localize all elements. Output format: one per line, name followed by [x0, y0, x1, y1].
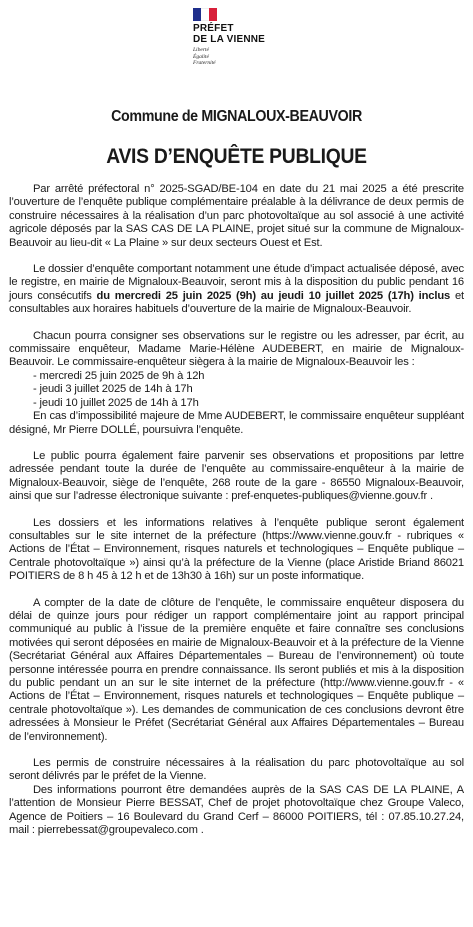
paragraph-arrete: Par arrêté préfectoral n° 2025-SGAD/BE-104 en date du 21 mai 2025 a été prescrite l’ouverture de l’enquête publique complémentaire préalable à la délivrance de deux permis de construire nécessaires à la réalisation d’un parc photovoltaïque au sol associé à une activité agricole déposés par la SAS CAS DE LA PLAINE, projet situé sur la commune de Mignaloux-Beauvoir au lieu-dit « La Plaine » sur deux secteurs Ouest et Est.	[9, 183, 464, 249]
paragraph-permis: Les permis de construire nécessaires à la réalisation du parc photovoltaïque au sol seront délivrés par le préfet de la Vienne.	[9, 757, 464, 783]
republic-motto	[193, 47, 283, 67]
paragraph-dossier	[9, 263, 464, 317]
permanence-date: - jeudi 10 juillet 2025 de 14h à 17h	[33, 396, 199, 409]
paragraph-consultation: Les dossiers et les informations relatives à l’enquête publique seront également consultables sur le site internet de la préfecture (https://www.vienne.gouv.fr - rubriques « Actions de l’État – Environnement, risques naturels et technologiques – Enquête publique – Centrale photovoltaïque ») ainsi qu’à la préfecture de la Vienne (place Aristide Briand 86021 POITIERS de 8 h 45 à 12 h et de 13h30 à 16h) sur un poste informatique.	[9, 516, 464, 583]
commune-title: Commune de MIGNALOUX-BEAUVOIR	[111, 108, 362, 125]
paragraph-observations: Chacun pourra consigner ses observations sur le registre ou les adresser, par écrit, au commissaire enquêteur, Madame Marie-Hélène AUDEBERT, en mairie de Mignaloux-Beauvoir. Le commissaire-enquêteur siègera à la mairie de Mignaloux-Beauvoir les :	[9, 329, 464, 369]
permanence-date: - jeudi 3 juillet 2025 de 14h à 17h	[33, 383, 193, 396]
prefet-line2: DE LA VIENNE	[193, 34, 266, 45]
dossier-text-end: et consultables aux horaires habituels d’ouverture de la mairie de Mignaloux-Beauvoir.	[9, 289, 464, 316]
french-flag-icon	[193, 8, 217, 21]
paragraph-contact: Des informations pourront être demandées auprès de la SAS CAS DE LA PLAINE, A l’attention de Monsieur Pierre BESSAT, Chef de projet photovoltaïque chez Groupe Valeco, Agence de Poitiers – 16 Boulevard du Grand Cerf – 86000 POITIERS, tél : 07.85.10.27.24, mail : pierrebessat@groupevaleco.com .	[9, 783, 464, 837]
prefecture-logo	[193, 8, 283, 78]
paragraph-rapport: A compter de la date de clôture de l’enquête, le commissaire enquêteur disposera du délai de quinze jours pour rédiger un rapport complémentaire joint au rapport principal communiqué au public à l’issue de la première enquête et faire connaître ses conclusions motivées qui seront déposées en mairie de Mignaloux-Beauvoir et à la préfecture de la Vienne (Secrétariat Général aux Affaires Départementales – Bureau de l’environnement) où toute personne intéressée pourra en prendre connaissance. Ils seront publiés et mis à la disposition du public pendant un an sur le site internet de la préfecture (http://www.vienne.gouv.fr - « Actions de l’État – Environnement, risques naturels et technologiques – Enquête publique – centrale photovoltaïque »). Les demandes de communication de ces conclusions devront être adressées à Monsieur le Préfet (Secrétariat Général aux Affaires Départementales – Bureau de l’environnement).	[9, 596, 464, 743]
motto-egalite: Égalité	[193, 53, 209, 60]
notice-title: AVIS D’ENQUÊTE PUBLIQUE	[106, 145, 367, 168]
dossier-dates-bold: du mercredi 25 juin 2025 (9h) au jeudi 10 juillet 2025 (17h) inclus	[96, 289, 451, 302]
notice-body	[9, 183, 464, 850]
motto-liberte: Liberté	[193, 47, 209, 53]
paragraph-suppleant: En cas d’impossibilité majeure de Mme AUDEBERT, le commissaire enquêteur suppléant désigné, Mr Pierre DOLLÉ, poursuivra l’enquête.	[9, 410, 464, 436]
prefet-label	[193, 23, 283, 45]
prefet-line1: PRÉFET	[193, 23, 234, 34]
paragraph-courrier: Le public pourra également faire parvenir ses observations et propositions par lettre adressée pendant toute la durée de l’enquête au commissaire-enquêteur à la mairie de Mignaloux-Beauvoir, siège de l’enquête, 268 route de la gare - 86550 Mignaloux-Beauvoir, ainsi que sur l’adresse électronique suivante : pref-enquetes-publiques@vienne.gouv.fr .	[9, 449, 464, 503]
motto-fraternite: Fraternité	[193, 60, 216, 66]
permanence-date: - mercredi 25 juin 2025 de 9h à 12h	[33, 369, 205, 382]
dossier-text-start: Le dossier d’enquête comportant notamment une étude d’impact actualisée déposé, avec le registre, en mairie de Mignaloux-Beauvoir, seront mis à la disposition du public pendant 16 jours consécutifs	[9, 263, 464, 302]
